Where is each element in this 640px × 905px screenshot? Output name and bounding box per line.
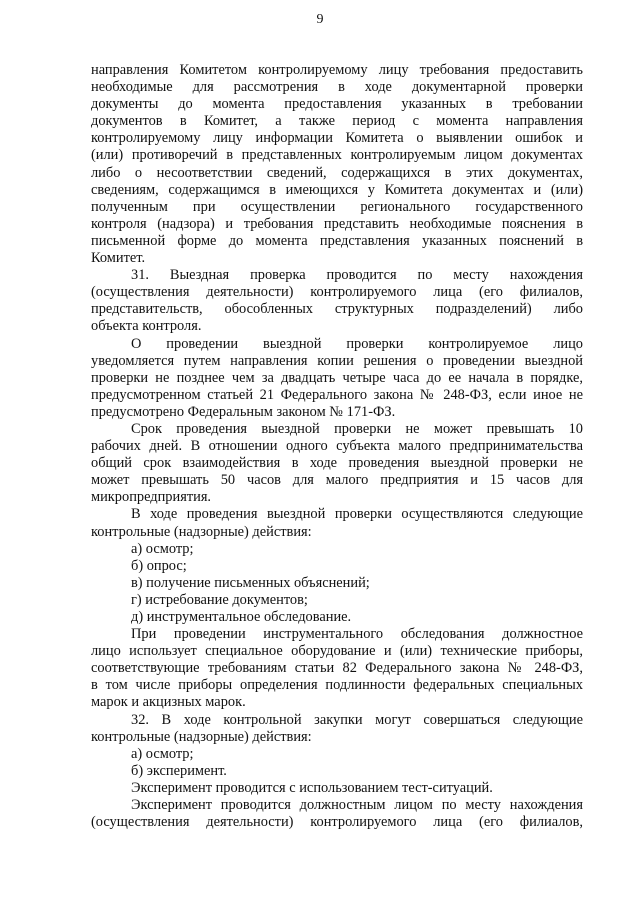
text-line: направления Комитетом контролируемому лицу требования предоставить (91, 62, 583, 78)
text-line: уведомляется путем направления копии решения о проведении выездной (91, 352, 583, 369)
text-line: 31. Выездная проверка проводится по месту нахождения (131, 267, 583, 284)
text-line: а) осмотр; (131, 540, 194, 557)
text-line: 32. В ходе контрольной закупки могут совершаться следующие (131, 711, 583, 728)
text-line: в том числе приборы определения подлинности федеральных специальных (91, 677, 583, 694)
text-line: б) эксперимент. (131, 762, 227, 779)
text-line: контролируемому лицу информации Комитета о выявлении ошибок и (91, 130, 583, 147)
text-line: В ходе проведения выездной проверки осуществляются следующие (131, 506, 583, 523)
text-line: представительств, обособленных структурных подразделений) либо (91, 301, 583, 318)
text-line: необходимые для рассмотрения в ходе документарной проверки (91, 79, 583, 96)
text-line: марок и акцизных марок. (91, 694, 246, 711)
text-line: общий срок взаимодействия в ходе проведения выездной проверки не (91, 455, 583, 472)
text-line: г) истребование документов; (131, 591, 308, 608)
text-line: контрольные (надзорные) действия: (91, 523, 312, 540)
text-line: сведениям, содержащимся в имеющихся у Комитета документах и (или) (91, 181, 583, 198)
text-line: д) инструментальное обследование. (131, 609, 352, 625)
text-line: в) получение письменных объяснений; (131, 574, 370, 591)
text-line: (или) противоречий в представленных контролируемым лицом документах (91, 147, 583, 164)
text-line: документы до момента предоставления указанных в требовании (91, 96, 583, 113)
text-line: контрольные (надзорные) действия: (91, 728, 312, 745)
text-line: может превышать 50 часов для малого предприятия и 15 часов для (91, 472, 583, 489)
page-number: 9 (316, 12, 324, 27)
text-line: Срок проведения выездной проверки не может превышать 10 (131, 420, 583, 437)
text-line: соответствующие требованиям статьи 82 Федерального закона № 248-ФЗ, (91, 660, 583, 677)
text-line: Эксперимент проводится должностным лицом по месту нахождения (131, 797, 583, 814)
text-line: контроля (надзора) и требования представить необходимые пояснения в (91, 215, 583, 232)
text-line: либо о несоответствии сведений, содержащихся в этих документах, (91, 164, 583, 181)
text-line: Комитет. (91, 250, 146, 267)
text-line: предусмотренном статьей 21 Федерального закона № 248-ФЗ, если иное не (91, 386, 583, 403)
text-line: а) осмотр; (131, 745, 194, 762)
text-line: При проведении инструментального обследования должностное (131, 626, 583, 643)
text-line: предусмотрено Федеральным законом № 171-ФЗ. (91, 403, 396, 420)
text-line: объекта контроля. (91, 318, 202, 335)
text-line: лицо использует специальное оборудование и (или) технические приборы, (91, 643, 583, 660)
text-line: (осуществления деятельности) контролируемого лица (его филиалов, (91, 284, 583, 301)
document-body (91, 62, 583, 831)
text-line: б) опрос; (131, 557, 187, 574)
text-line: письменной форме до момента представления указанных пояснений в (91, 232, 583, 249)
text-line: полученным при осуществлении регионального государственного (91, 198, 583, 215)
text-line: рабочих дней. В отношении одного субъекта малого предпринимательства (91, 438, 583, 455)
text-line: документов в Комитет, а также период с момента направления (91, 113, 583, 130)
text-line: микропредприятия. (91, 489, 212, 506)
text-line: проверки не позднее чем за двадцать четыре часа до ее начала в порядке, (91, 369, 583, 386)
text-line: (осуществления деятельности) контролируемого лица (его филиалов, (91, 814, 583, 831)
text-line: Эксперимент проводится с использованием тест-ситуаций. (131, 779, 493, 796)
text-line: О проведении выездной проверки контролируемое лицо (131, 335, 583, 352)
